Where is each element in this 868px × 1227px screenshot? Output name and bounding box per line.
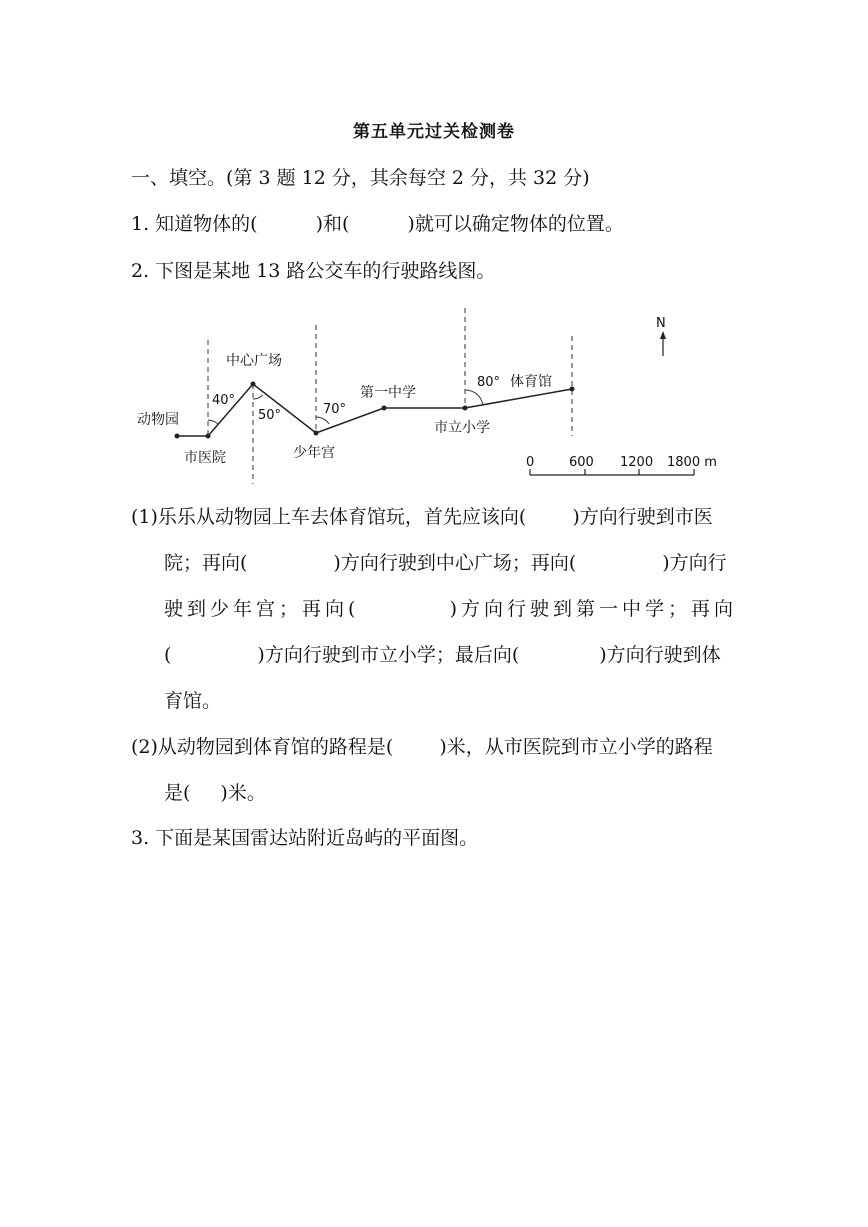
- angle-label: 50°: [258, 408, 282, 423]
- scale-tick-label: 1200: [620, 455, 654, 470]
- angle-label: 80°: [477, 375, 501, 390]
- north-label: N: [656, 316, 666, 331]
- sub1-text: )方向行驶到市医: [572, 506, 713, 528]
- bus-route-map: [0, 300, 868, 500]
- q1-text-c: )就可以确定物体的位置。: [407, 213, 624, 235]
- page-title: 第五单元过关检测卷: [353, 122, 515, 142]
- scale-tick-label: 600: [569, 455, 594, 470]
- sub1-text: 育馆。: [164, 690, 222, 712]
- sub1-row-2: [131, 540, 737, 586]
- sub1-text: )方向行驶到市立小学；最后向(: [257, 644, 520, 666]
- stop-label: 中心广场: [226, 353, 282, 369]
- question-2: 2. 下图是某地 13 路公交车的行驶路线图。: [131, 260, 496, 282]
- stop-dot-stadium: [570, 387, 575, 392]
- sub1-text: (: [164, 644, 172, 666]
- sub2-row-1: [131, 724, 737, 770]
- stop-label: 市立小学: [434, 420, 490, 436]
- sub1-text: (1)乐乐从动物园上车去体育馆玩，首先应该向(: [131, 506, 527, 528]
- sub1-row-5: [131, 678, 737, 724]
- sub1-text: 院；再向(: [164, 552, 248, 574]
- sub1-text: )方向行: [662, 552, 727, 574]
- stop-label: 动物园: [137, 412, 179, 428]
- sub-question-2: [131, 724, 737, 816]
- stop-dot-primary-school: [463, 406, 468, 411]
- sub1-text: )方向行驶到第一中学；再向: [449, 598, 737, 620]
- sub1-row-1: [131, 494, 737, 540]
- angle-arc-40: [208, 420, 218, 424]
- sub1-text: )方向行驶到体: [599, 644, 721, 666]
- q1-text-b: )和(: [315, 213, 350, 235]
- sub-question-1: [131, 494, 737, 724]
- sub1-text: 驶到少年宫；再向(: [164, 598, 360, 620]
- sub1-row-4: [131, 632, 737, 678]
- angle-arc-70: [316, 417, 329, 424]
- q1-text-a: 1. 知道物体的(: [131, 213, 258, 235]
- angle-label: 70°: [323, 402, 347, 417]
- north-arrow: [656, 316, 666, 356]
- stop-label: 少年宫: [293, 445, 335, 461]
- sub1-row-3: [131, 586, 737, 632]
- question-3: 3. 下面是某国雷达站附近岛屿的平面图。: [131, 827, 479, 849]
- angle-arc-50: [253, 395, 263, 399]
- sub2-text: 是(: [164, 782, 191, 804]
- stop-dot-middle-school: [382, 406, 387, 411]
- scale-tick-label: 0: [526, 455, 535, 470]
- sub2-text: )米。: [220, 782, 266, 804]
- section-header: 一、填空。(第 3 题 12 分，其余每空 2 分，共 32 分): [131, 167, 590, 189]
- stop-dot-plaza: [251, 382, 256, 387]
- stop-label: 体育馆: [510, 374, 552, 390]
- sub2-text: (2)从动物园到体育馆的路程是(: [131, 736, 394, 758]
- sub2-text: )米，从市医院到市立小学的路程: [439, 736, 713, 758]
- stop-label: 第一中学: [360, 385, 416, 401]
- stop-label: 市医院: [184, 450, 226, 466]
- stop-dot-hospital: [206, 434, 211, 439]
- angle-label: 40°: [212, 393, 236, 408]
- scale-tick-label: 1800 m: [667, 455, 717, 470]
- stop-dot-youth-palace: [314, 431, 319, 436]
- sub1-text: )方向行驶到中心广场；再向(: [333, 552, 577, 574]
- question-1: [131, 209, 624, 236]
- sub2-row-2: [131, 770, 737, 816]
- stop-dot-zoo: [175, 434, 180, 439]
- angle-arc-80: [465, 390, 483, 405]
